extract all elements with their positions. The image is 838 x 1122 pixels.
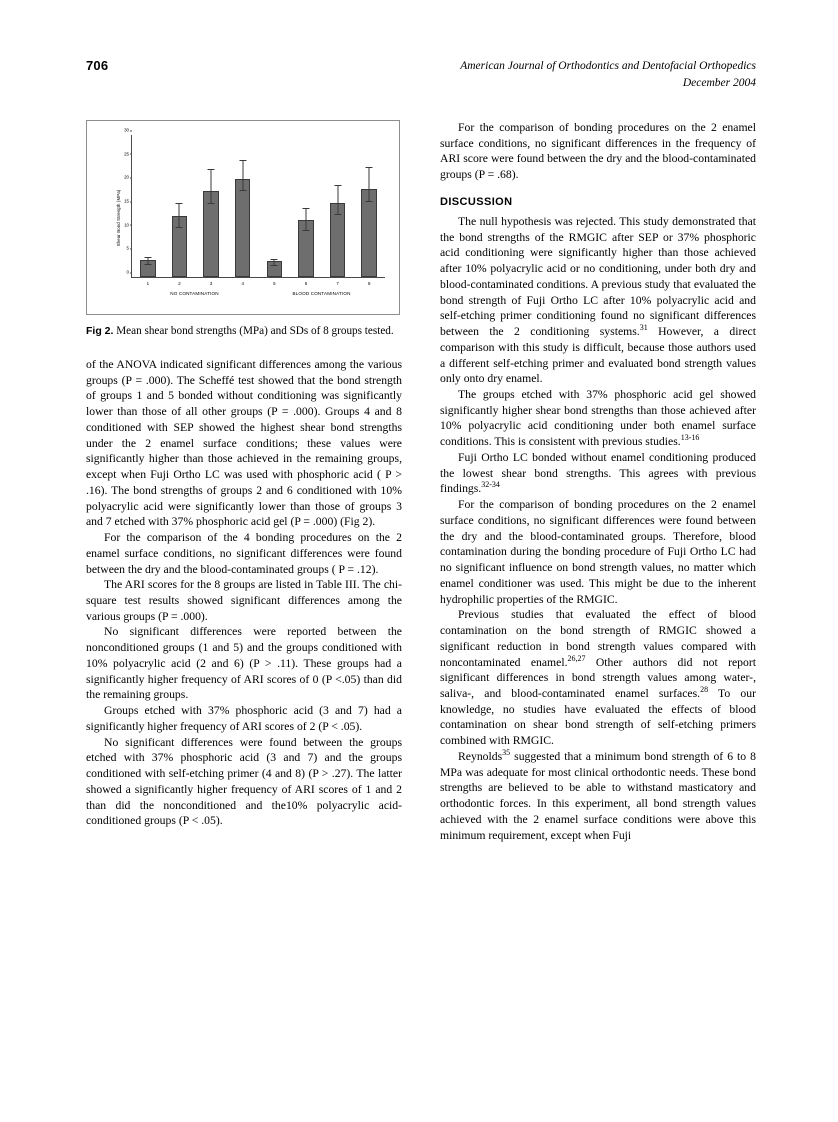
right-column <box>440 120 756 843</box>
figure-caption-label: Fig 2. <box>86 325 114 337</box>
x-tick-3: 3 <box>209 281 213 286</box>
paragraph-r2-part-b: However, a direct comparison with this study is difficult, because those authors used a different self-etching primer and evaluated bond strength values only onto dry enamel. <box>440 325 756 386</box>
bar <box>172 216 187 277</box>
y-tick-5: 5 <box>126 245 129 251</box>
paragraph-l6: No significant differences were found between the groups etched with 37% phosphoric acid (3 and 7) and the groups conditioned with self-etching primer (4 and 8) (P > .27). The latter showed a significantly higher frequency of ARI scores of 1 and 2 than did the nonconditioned and the10% polyacrylic acid-conditioned groups (P < .05). <box>86 735 402 828</box>
journal-issue-date: December 2004 <box>682 76 756 89</box>
citation-35: 35 <box>502 748 511 758</box>
error-bar <box>242 160 243 191</box>
bar-group-7 <box>324 135 351 286</box>
group-label-no-contamination: NO CONTAMINATION <box>170 291 219 296</box>
x-tick-2: 2 <box>178 281 181 286</box>
group-label-blood-contamination: BLOOD CONTAMINATION <box>292 291 351 296</box>
paragraph-r3 <box>440 387 756 450</box>
citation-13-16: 13-16 <box>680 433 700 443</box>
citation-28: 28 <box>700 685 709 695</box>
journal-title <box>460 58 756 91</box>
y-tick-30: 30 <box>124 127 129 133</box>
paragraph-r1: For the comparison of bonding procedures on the 2 enamel surface conditions, no significant differences in the frequency of ARI score were found between the dry and the blood-contaminated groups (P = .68). <box>440 121 756 182</box>
figure-caption-text: Mean shear bond strengths (MPa) and SDs of 8 groups tested. <box>113 325 394 337</box>
error-bar <box>305 208 306 231</box>
paragraph-r2 <box>440 214 756 387</box>
x-tick-1: 1 <box>146 281 150 286</box>
paragraph-l3: The ARI scores for the 8 groups are listed in Table III. The chi-square test results showed significant differences among the various groups (P = .000). <box>86 578 402 623</box>
bar <box>140 260 155 277</box>
running-head <box>86 58 756 91</box>
y-tick-20: 20 <box>124 174 129 180</box>
bar-group-1 <box>135 135 162 286</box>
bar-group-4 <box>229 135 256 286</box>
bar-group-5 <box>261 135 288 286</box>
paragraph-r5: For the comparison of bonding procedures on the 2 enamel surface conditions, no significant differences were found between the dry and the blood-contaminated groups. Therefore, blood contamination during the bonding procedure of Fuji Ortho LC had no significant influence on bond strength values, no matter which enamel conditioner was used. This might be due to the inherent hydrophilic properties of the RMGIC. <box>440 498 756 606</box>
paragraph-r2-part-a: The null hypothesis was rejected. This study demonstrated that the bond strengths of the RMGIC after SEP or 37% phosphoric acid conditioning were significantly higher than those achieved after 10% polyacrylic acid or no conditioning, under both dry and blood-contaminated conditions. A previous study that evaluated the bond strength of Fuji Ortho LC after 10% polyacrylic acid and self-etching primer conditioning found no significant differences between the 2 conditioning systems. <box>440 214 756 339</box>
bar <box>298 220 313 277</box>
x-tick-4: 4 <box>241 281 244 286</box>
x-tick-8: 8 <box>367 281 371 286</box>
error-bar <box>179 203 180 228</box>
paragraph-r6 <box>440 607 756 749</box>
bar <box>235 179 250 277</box>
section-heading-discussion: DISCUSSION <box>440 195 513 208</box>
bar-group-3 <box>198 135 225 286</box>
bar <box>267 261 282 277</box>
x-tick-5: 5 <box>273 281 276 286</box>
paragraph-l1: of the ANOVA indicated significant differences among the various groups (P = .000). The Scheffé test showed that the bond strength of groups 1 and 5 bonded without conditioning was significantly lower than those of all other groups (P = .000). Groups 4 and 8 conditioned with SEP showed the highest shear bond strengths under the 2 enamel surface conditions; these values were significantly higher than those achieved in the remaining groups, except when Fuji Ortho LC was used with phosphoric acid ( P > .16). The bond strengths of groups 2 and 6 conditioned with 10% polyacrylic acid were significantly lower than those of groups 3 and 7 etched with 37% phosphoric acid gel (P = .000) (Fig 2). <box>86 357 402 529</box>
paragraph-r4-part-a: Fuji Ortho LC bonded without enamel conditioning produced the lowest shear bond strengths. This agrees with previous findings. <box>440 450 756 496</box>
citation-26-27: 26,27 <box>567 653 586 663</box>
paragraph-r7-part-b: suggested that a minimum bond strength of 6 to 8 MPa was adequate for most clinical orthodontic needs. These bond strengths are believed to be able to withstand masticatory and orthodontic forces. In this experiment, all bond strength values achieved with the 2 enamel surface conditions were above this minimum requirement, except when Fuji <box>440 749 756 842</box>
y-tick-0: 0 <box>126 269 129 275</box>
chart-group-labels <box>131 291 385 296</box>
paragraph-r7-part-a: Reynolds <box>458 749 503 763</box>
paragraph-l5: Groups etched with 37% phosphoric acid (3 and 7) had a significantly higher frequency of ARI scores of 2 (P < .05). <box>86 704 402 733</box>
x-tick-6: 6 <box>304 281 308 286</box>
y-tick-25: 25 <box>124 151 129 157</box>
y-tick-15: 15 <box>124 198 129 204</box>
chart-y-axis-label: Shear Bond Strength (MPa) <box>115 189 121 246</box>
error-bar <box>274 259 275 266</box>
x-tick-7: 7 <box>336 281 339 286</box>
paragraph-l4: No significant differences were reported between the nonconditioned groups (1 and 5) and the groups conditioned with 10% polyacrylic acid (2 and 6) (P > .11). These groups had a significantly higher frequency of ARI scores of 0 (P <.05) than did the remaining groups. <box>86 625 402 702</box>
bar-group-2 <box>166 135 193 286</box>
y-tick-10: 10 <box>124 222 129 228</box>
bar <box>203 191 218 277</box>
paragraph-r7 <box>440 749 756 843</box>
paragraph-r6-part-a: Previous studies that evaluated the effect of blood contamination on the bond strength of RMGIC showed a significant reduction in bond strength values compared with noncontaminated enamel. <box>440 608 756 669</box>
bar-group-6 <box>293 135 320 286</box>
body-columns <box>86 120 756 843</box>
error-bar <box>369 167 370 201</box>
chart-bars <box>132 135 385 286</box>
journal-name: American Journal of Orthodontics and Dentofacial Orthopedics <box>460 60 756 72</box>
left-column <box>86 120 402 843</box>
paragraph-r6-part-b: Other authors did not report significant differences in bond strength values among water-, saliva-, and blood-contaminated enamel surfaces. <box>440 655 756 700</box>
bar-group-8 <box>356 135 383 286</box>
error-bar <box>337 185 338 215</box>
paragraph-l2: For the comparison of the 4 bonding procedures on the 2 enamel surface conditions, no significant differences were found between the dry and the blood-contaminated groups ( P = .12). <box>86 531 402 576</box>
bar <box>330 203 345 277</box>
paragraph-r4 <box>440 450 756 497</box>
citation-31: 31 <box>639 323 648 333</box>
paragraph-r6-part-c: To our knowledge, no studies have evaluated the effects of blood contamination on shear bond strength of self-etching primers combined with RMGIC. <box>440 686 756 748</box>
page-number: 706 <box>86 58 109 73</box>
figure-2 <box>86 120 400 315</box>
chart-plot-area <box>124 127 385 286</box>
bar <box>361 189 376 277</box>
citation-32-34: 32-34 <box>481 480 500 490</box>
error-bar <box>147 257 148 265</box>
error-bar <box>211 169 212 204</box>
paragraph-r3-part-a: The groups etched with 37% phosphoric acid gel showed significantly higher shear bond strengths than those achieved after 10% polyacrylic acid conditioning under both enamel surface conditions. This is consistent with previous studies. <box>440 388 756 449</box>
figure-caption <box>86 324 402 339</box>
